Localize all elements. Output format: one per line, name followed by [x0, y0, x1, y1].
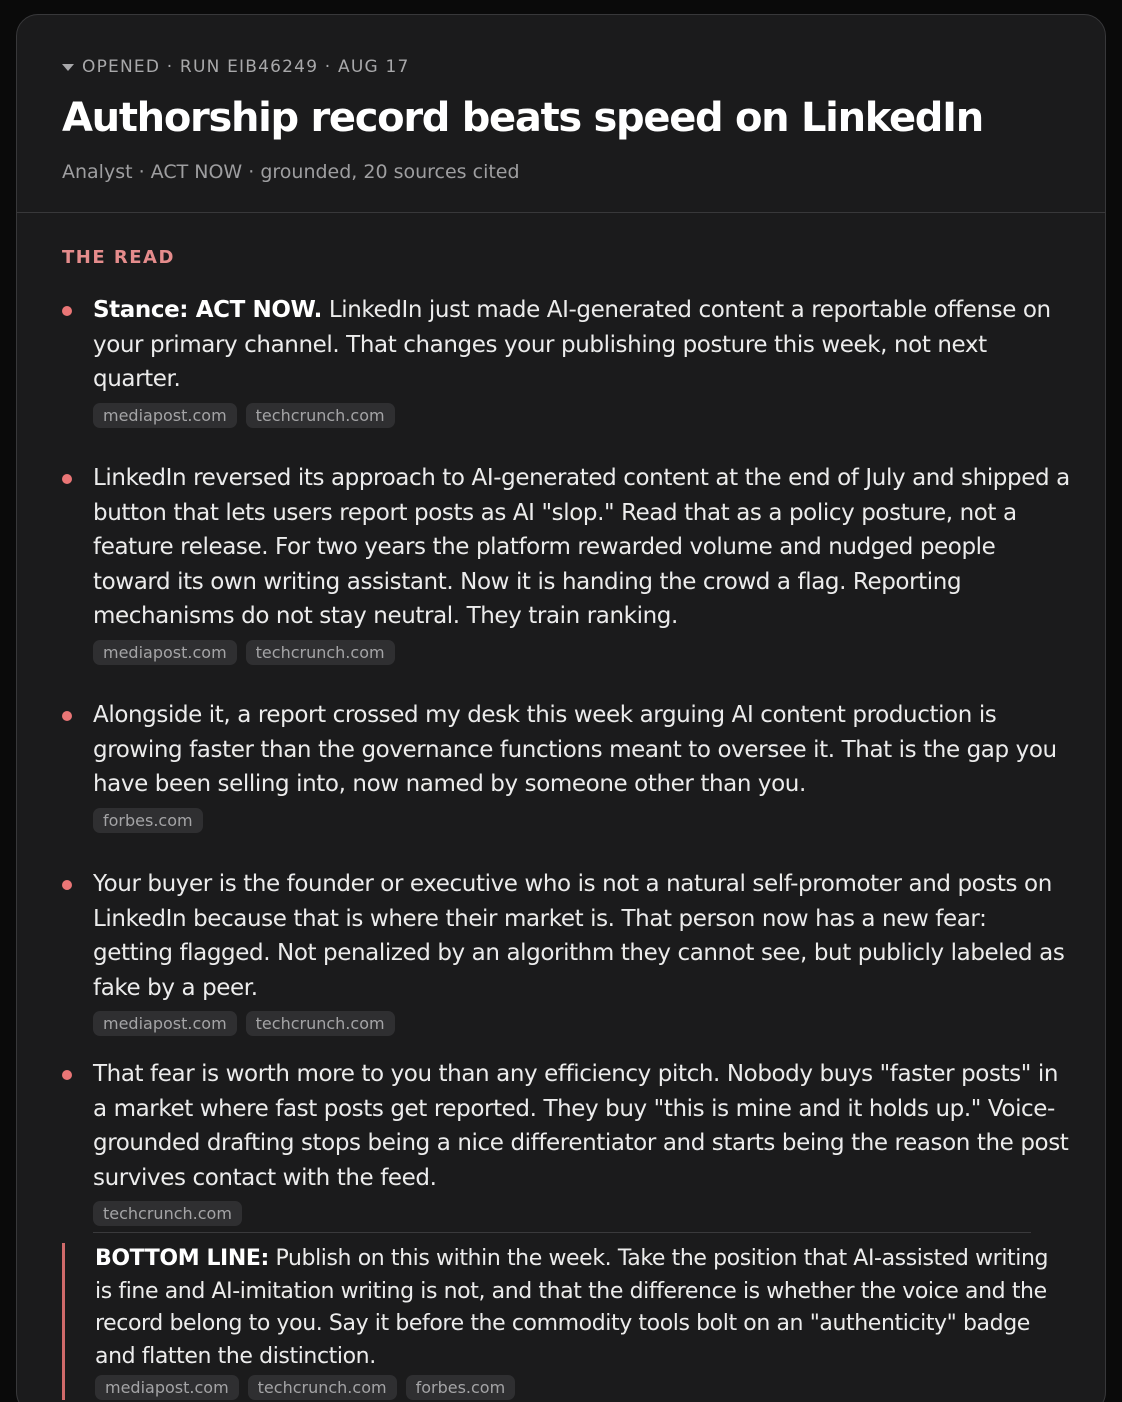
list-item — [62, 293, 1072, 428]
bottom-line-callout — [62, 1243, 1062, 1400]
caret-down-icon[interactable] — [62, 64, 74, 71]
report-subtitle: Analyst · ACT NOW · grounded, 20 sources cited — [62, 161, 520, 183]
run-meta[interactable] — [62, 57, 410, 77]
list-item — [62, 1057, 1072, 1226]
bullet-dot-icon — [62, 711, 72, 721]
bottom-line-label: BOTTOM LINE: — [95, 1246, 269, 1271]
source-tags — [93, 1011, 1072, 1036]
run-meta-text: OPENED · RUN EIB46249 · AUG 17 — [82, 57, 410, 77]
source-tag[interactable]: forbes.com — [93, 808, 203, 833]
list-item — [62, 698, 1072, 833]
report-title: Authorship record beats speed on LinkedIn — [62, 95, 983, 141]
list-item — [62, 461, 1072, 665]
list-item — [62, 867, 1072, 1036]
bullet-dot-icon — [62, 306, 72, 316]
source-tags — [93, 640, 1072, 665]
bullet-text — [93, 293, 1072, 397]
source-tag[interactable]: mediapost.com — [93, 403, 237, 428]
bullet-text: Your buyer is the founder or executive who is not a natural self-promoter and posts on LinkedIn because that is where their market is. That person now has a new fear: getting flagged. Not penalized by an algorithm they cannot see, but publicly labeled as fake by a peer. — [93, 871, 1065, 1001]
bullet-text: LinkedIn reversed its approach to AI-generated content at the end of July and shipped a button that lets users report posts as AI "slop." Read that as a policy posture, not a feature release. For two years the platform rewarded volume and nudged people toward its own writing assistant. Now it is handing the crowd a flag. Reporting mechanisms do not stay neutral. They train ranking. — [93, 465, 1070, 629]
bullet-dot-icon — [62, 1070, 72, 1080]
source-tag[interactable]: mediapost.com — [93, 640, 237, 665]
bullet-dot-icon — [62, 880, 72, 890]
divider — [93, 1232, 1031, 1233]
report-header — [17, 15, 1105, 213]
report-card — [16, 14, 1106, 1402]
stance-label: Stance: ACT NOW. — [93, 297, 322, 323]
section-label: THE READ — [62, 247, 175, 268]
source-tag[interactable]: techcrunch.com — [93, 1201, 242, 1226]
source-tag[interactable]: mediapost.com — [93, 1011, 237, 1036]
source-tags — [93, 403, 1072, 428]
source-tag[interactable]: forbes.com — [406, 1375, 516, 1400]
source-tags — [93, 1201, 1072, 1226]
source-tag[interactable]: mediapost.com — [95, 1375, 239, 1400]
bullet-text: That fear is worth more to you than any efficiency pitch. Nobody buys "faster posts" in a market where fast posts get reported. They buy "this is mine and it holds up." Voice-grounded drafting stops being a nice differentiator and starts being the reason the post survives contact with the feed. — [93, 1061, 1069, 1191]
source-tag[interactable]: techcrunch.com — [246, 1011, 395, 1036]
bullet-text: Alongside it, a report crossed my desk this week arguing AI content production is growing faster than the governance functions meant to oversee it. That is the gap you have been selling into, now named by someone other than you. — [93, 702, 1057, 797]
bullet-body: LinkedIn just made AI-generated content a reportable offense on your primary channel. That changes your publishing posture this week, not next quarter. — [93, 297, 1051, 392]
source-tag[interactable]: techcrunch.com — [248, 1375, 397, 1400]
source-tag[interactable]: techcrunch.com — [246, 403, 395, 428]
source-tags — [93, 808, 1072, 833]
bullet-dot-icon — [62, 474, 72, 484]
source-tags — [95, 1375, 1062, 1400]
bottom-line-body: Publish on this within the week. Take the position that AI-assisted writing is fine and AI-imitation writing is not, and that the difference is whether the voice and the record belong to you. Say it before the commodity tools bolt on an "authenticity" badge and flatten the distinction. — [95, 1246, 1049, 1369]
bottom-line-text — [95, 1243, 1062, 1373]
source-tag[interactable]: techcrunch.com — [246, 640, 395, 665]
